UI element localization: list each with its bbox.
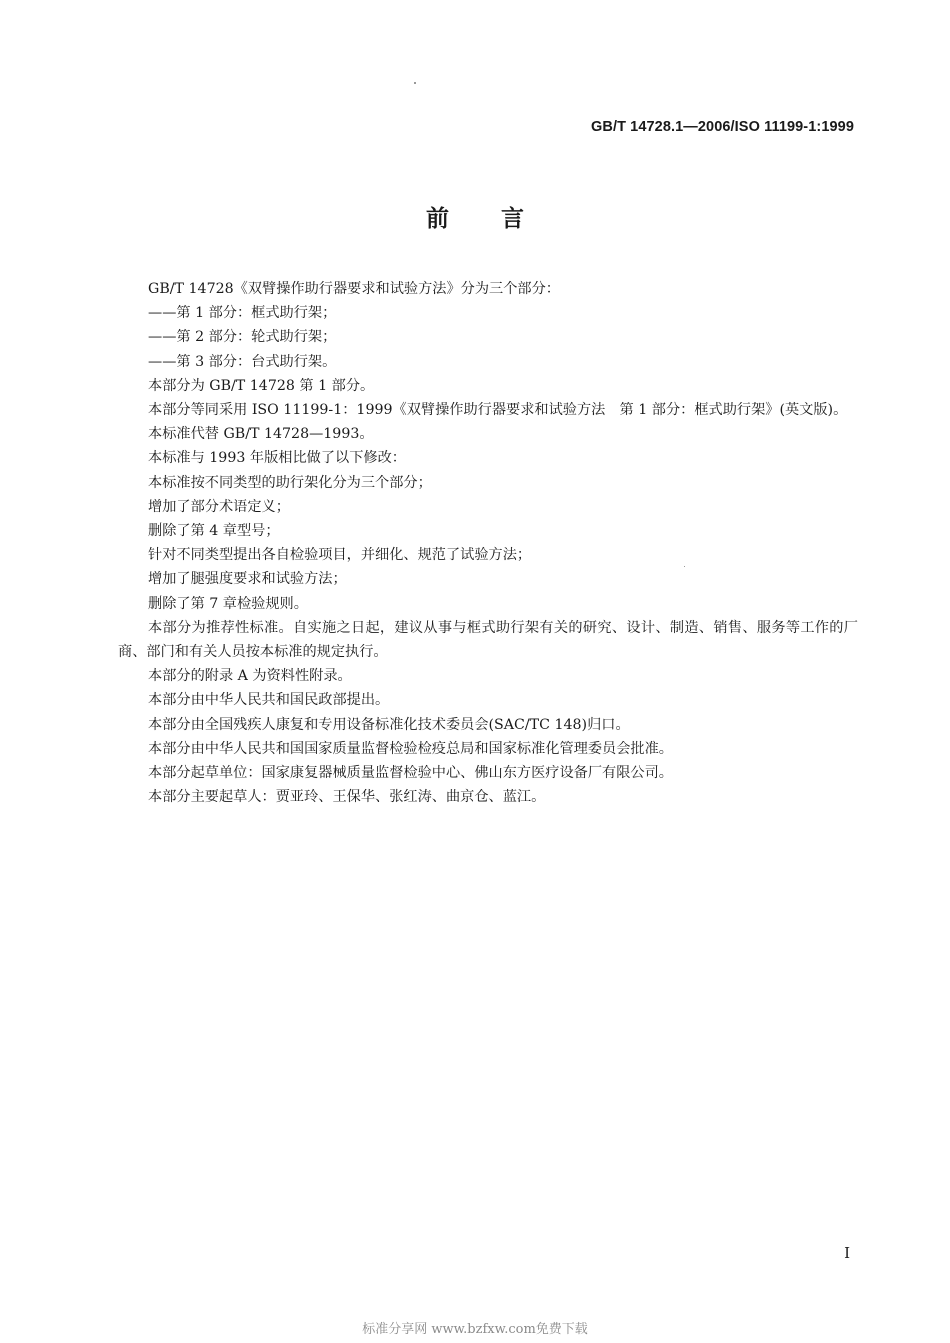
paragraph-change-3: 删除了第 4 章型号； [148,523,280,540]
footer-watermark: 标准分享网 www.bzfxw.com免费下载 [362,1322,588,1337]
paragraph-part-2: ——第 2 部分：轮式助行架； [148,329,337,346]
paragraph-drafting-units: 本部分起草单位：国家康复器械质量监督检验中心、佛山东方医疗设备厂有限公司。 [148,765,673,782]
page-title-char-2: 言 [501,206,524,232]
foreword-body [118,277,858,809]
paragraph-change-4: 针对不同类型提出各自检验项目，并细化、规范了试验方法； [148,547,532,564]
paragraph-changes-intro: 本标准与 1993 年版相比做了以下修改： [148,450,406,467]
paragraph-change-6: 删除了第 7 章检验规则。 [148,595,308,612]
paragraph-this-part: 本部分为 GB/T 14728 第 1 部分。 [148,377,375,394]
paragraph-iso-adoption: 本部分等同采用 ISO 11199-1：1999《双臂操作助行器要求和试验方法 第 1 部分：框式助行架》(英文版)。 [148,402,848,419]
paragraph-proposed-by: 本部分由中华人民共和国民政部提出。 [148,692,390,709]
paragraph-recommended-standard: 本部分为推荐性标准。自实施之日起，建议从事与框式助行架有关的研究、设计、制造、销售、服务等工作的厂商、部门和有关人员按本标准的规定执行。 [118,619,858,661]
paragraph-parts-intro: GB/T 14728《双臂操作助行器要求和试验方法》分为三个部分： [148,281,560,297]
paragraph-drafters: 本部分主要起草人：贾亚玲、王保华、张红涛、曲京仓、蓝江。 [148,789,546,806]
scan-speck [414,82,416,84]
page-title [0,200,950,233]
standard-code: GB/T 14728.1—2006/ISO 11199-1:1999 [591,119,854,135]
page-title-char-1: 前 [426,206,449,232]
paragraph-annex: 本部分的附录 A 为资料性附录。 [148,668,352,685]
paragraph-technical-committee: 本部分由全国残疾人康复和专用设备标准化技术委员会(SAC/TC 148)归口。 [148,716,630,733]
paragraph-approved-by: 本部分由中华人民共和国国家质量监督检验检疫总局和国家标准化管理委员会批准。 [148,740,673,757]
paragraph-change-5: 增加了腿强度要求和试验方法； [148,571,347,588]
paragraph-replaces: 本标准代替 GB/T 14728—1993。 [148,426,374,443]
paragraph-part-3: ——第 3 部分：台式助行架。 [148,353,337,370]
paragraph-part-1: ——第 1 部分：框式助行架； [148,305,337,322]
paragraph-change-2: 增加了部分术语定义； [148,498,290,515]
paragraph-change-1: 本标准按不同类型的助行架化分为三个部分； [148,474,432,491]
page-number: I [844,1244,850,1262]
